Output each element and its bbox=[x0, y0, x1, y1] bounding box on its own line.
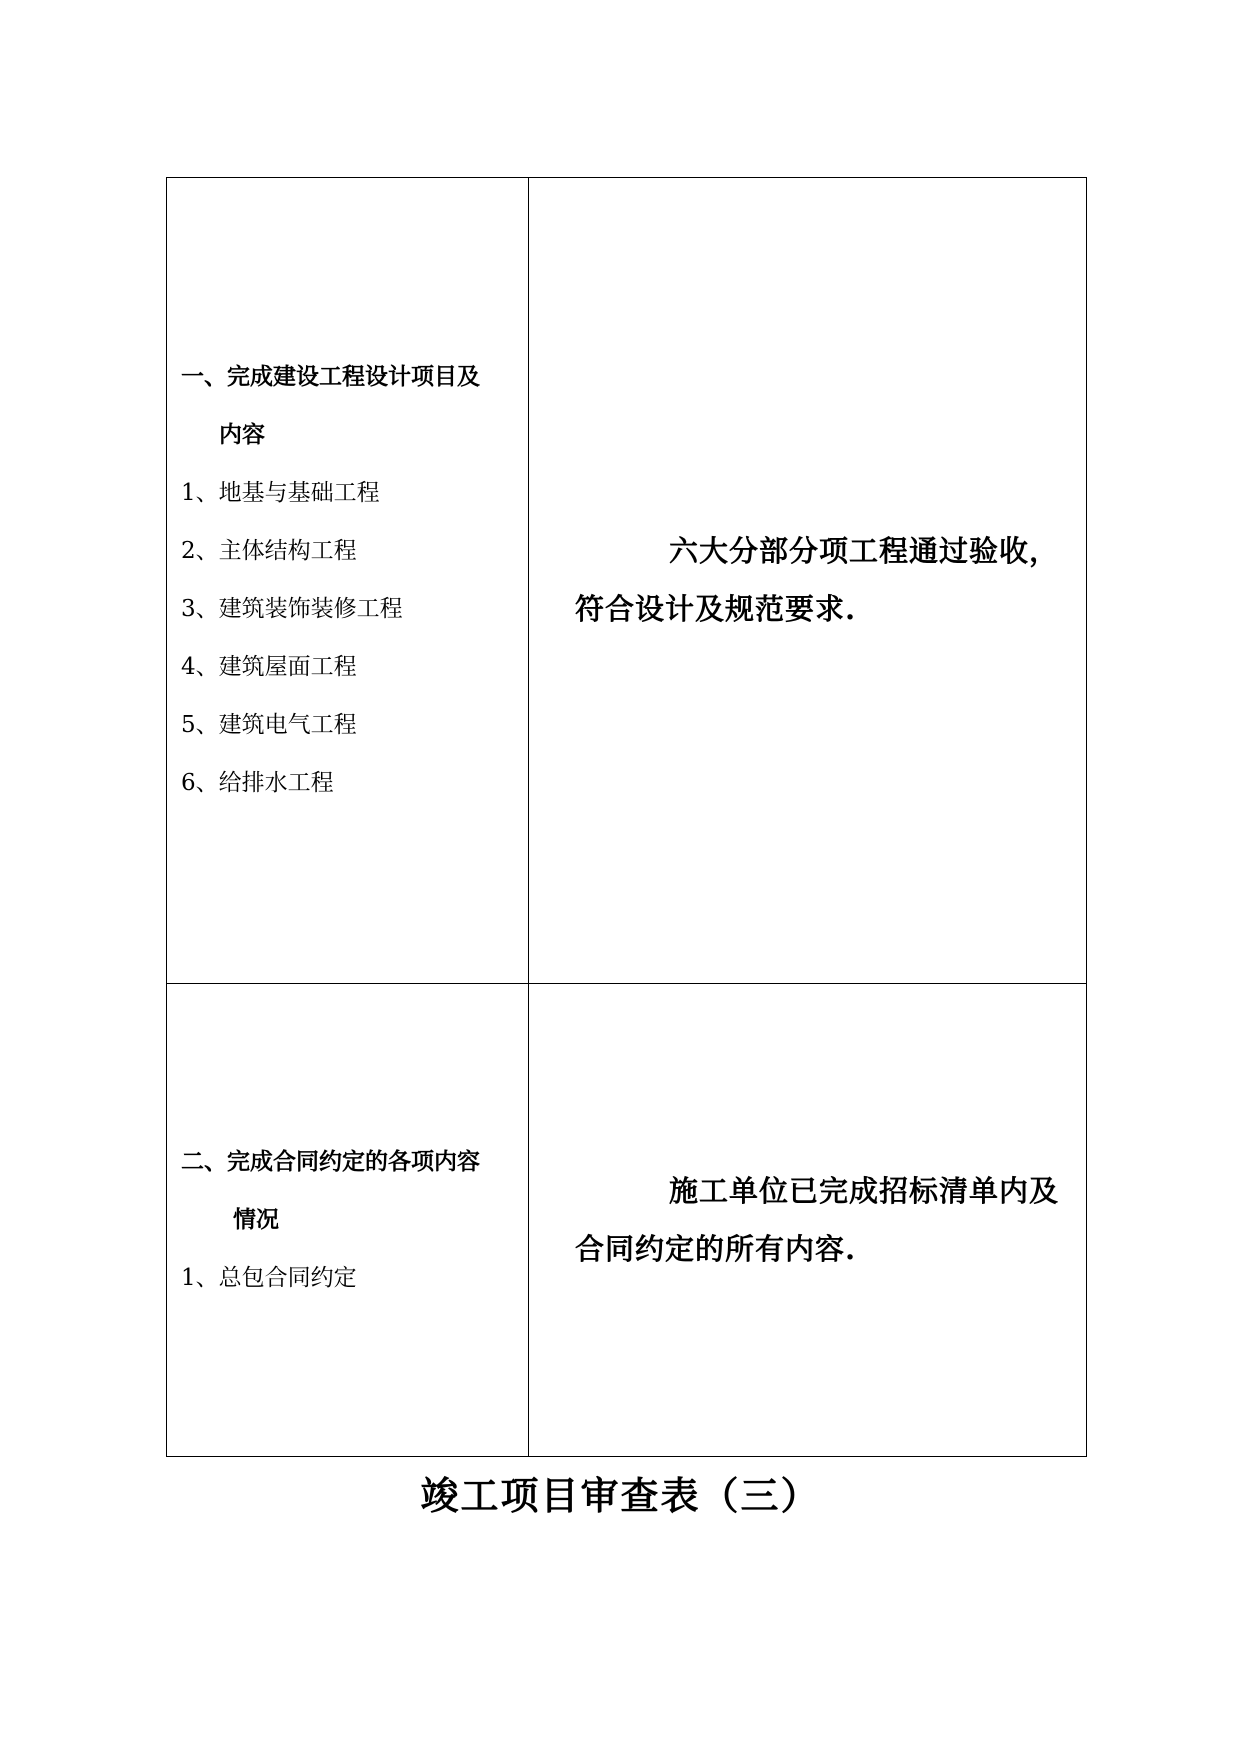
form-title: 竣工项目审查表（三） bbox=[420, 1473, 821, 1518]
list-item: 1、地基与基础工程 bbox=[181, 480, 380, 507]
section-1-items-cell bbox=[167, 178, 529, 984]
list-item: 1、总包合同约定 bbox=[181, 1264, 357, 1291]
section-2-items-cell bbox=[167, 983, 529, 1456]
section-1-heading-line2: 内容 bbox=[219, 421, 265, 449]
list-item: 6、给排水工程 bbox=[181, 770, 334, 797]
list-item: 3、建筑装饰装修工程 bbox=[181, 596, 403, 623]
table-row bbox=[167, 178, 1087, 984]
review-table bbox=[166, 177, 1087, 1457]
list-item: 5、建筑电气工程 bbox=[181, 712, 357, 739]
section-2-verdict-cell bbox=[529, 983, 1087, 1456]
section-2-heading bbox=[181, 1133, 522, 1249]
section-2-heading-line2: 情况 bbox=[233, 1205, 279, 1233]
section-1-verdict: 六大分部分项工程通过验收，符合设计及规范要求. bbox=[575, 534, 1060, 627]
section-1-heading-line1: 一、完成建设工程设计项目及 bbox=[181, 363, 480, 391]
section-2-verdict: 施工单位已完成招标清单内及合同约定的所有内容. bbox=[575, 1173, 1060, 1266]
table-row bbox=[167, 983, 1087, 1456]
list-item: 2、主体结构工程 bbox=[181, 538, 357, 565]
list-item: 4、建筑屋面工程 bbox=[181, 654, 357, 681]
section-1-verdict-cell bbox=[529, 178, 1087, 984]
section-1-heading bbox=[181, 348, 522, 464]
section-2-heading-line1: 二、完成合同约定的各项内容 bbox=[181, 1147, 480, 1175]
